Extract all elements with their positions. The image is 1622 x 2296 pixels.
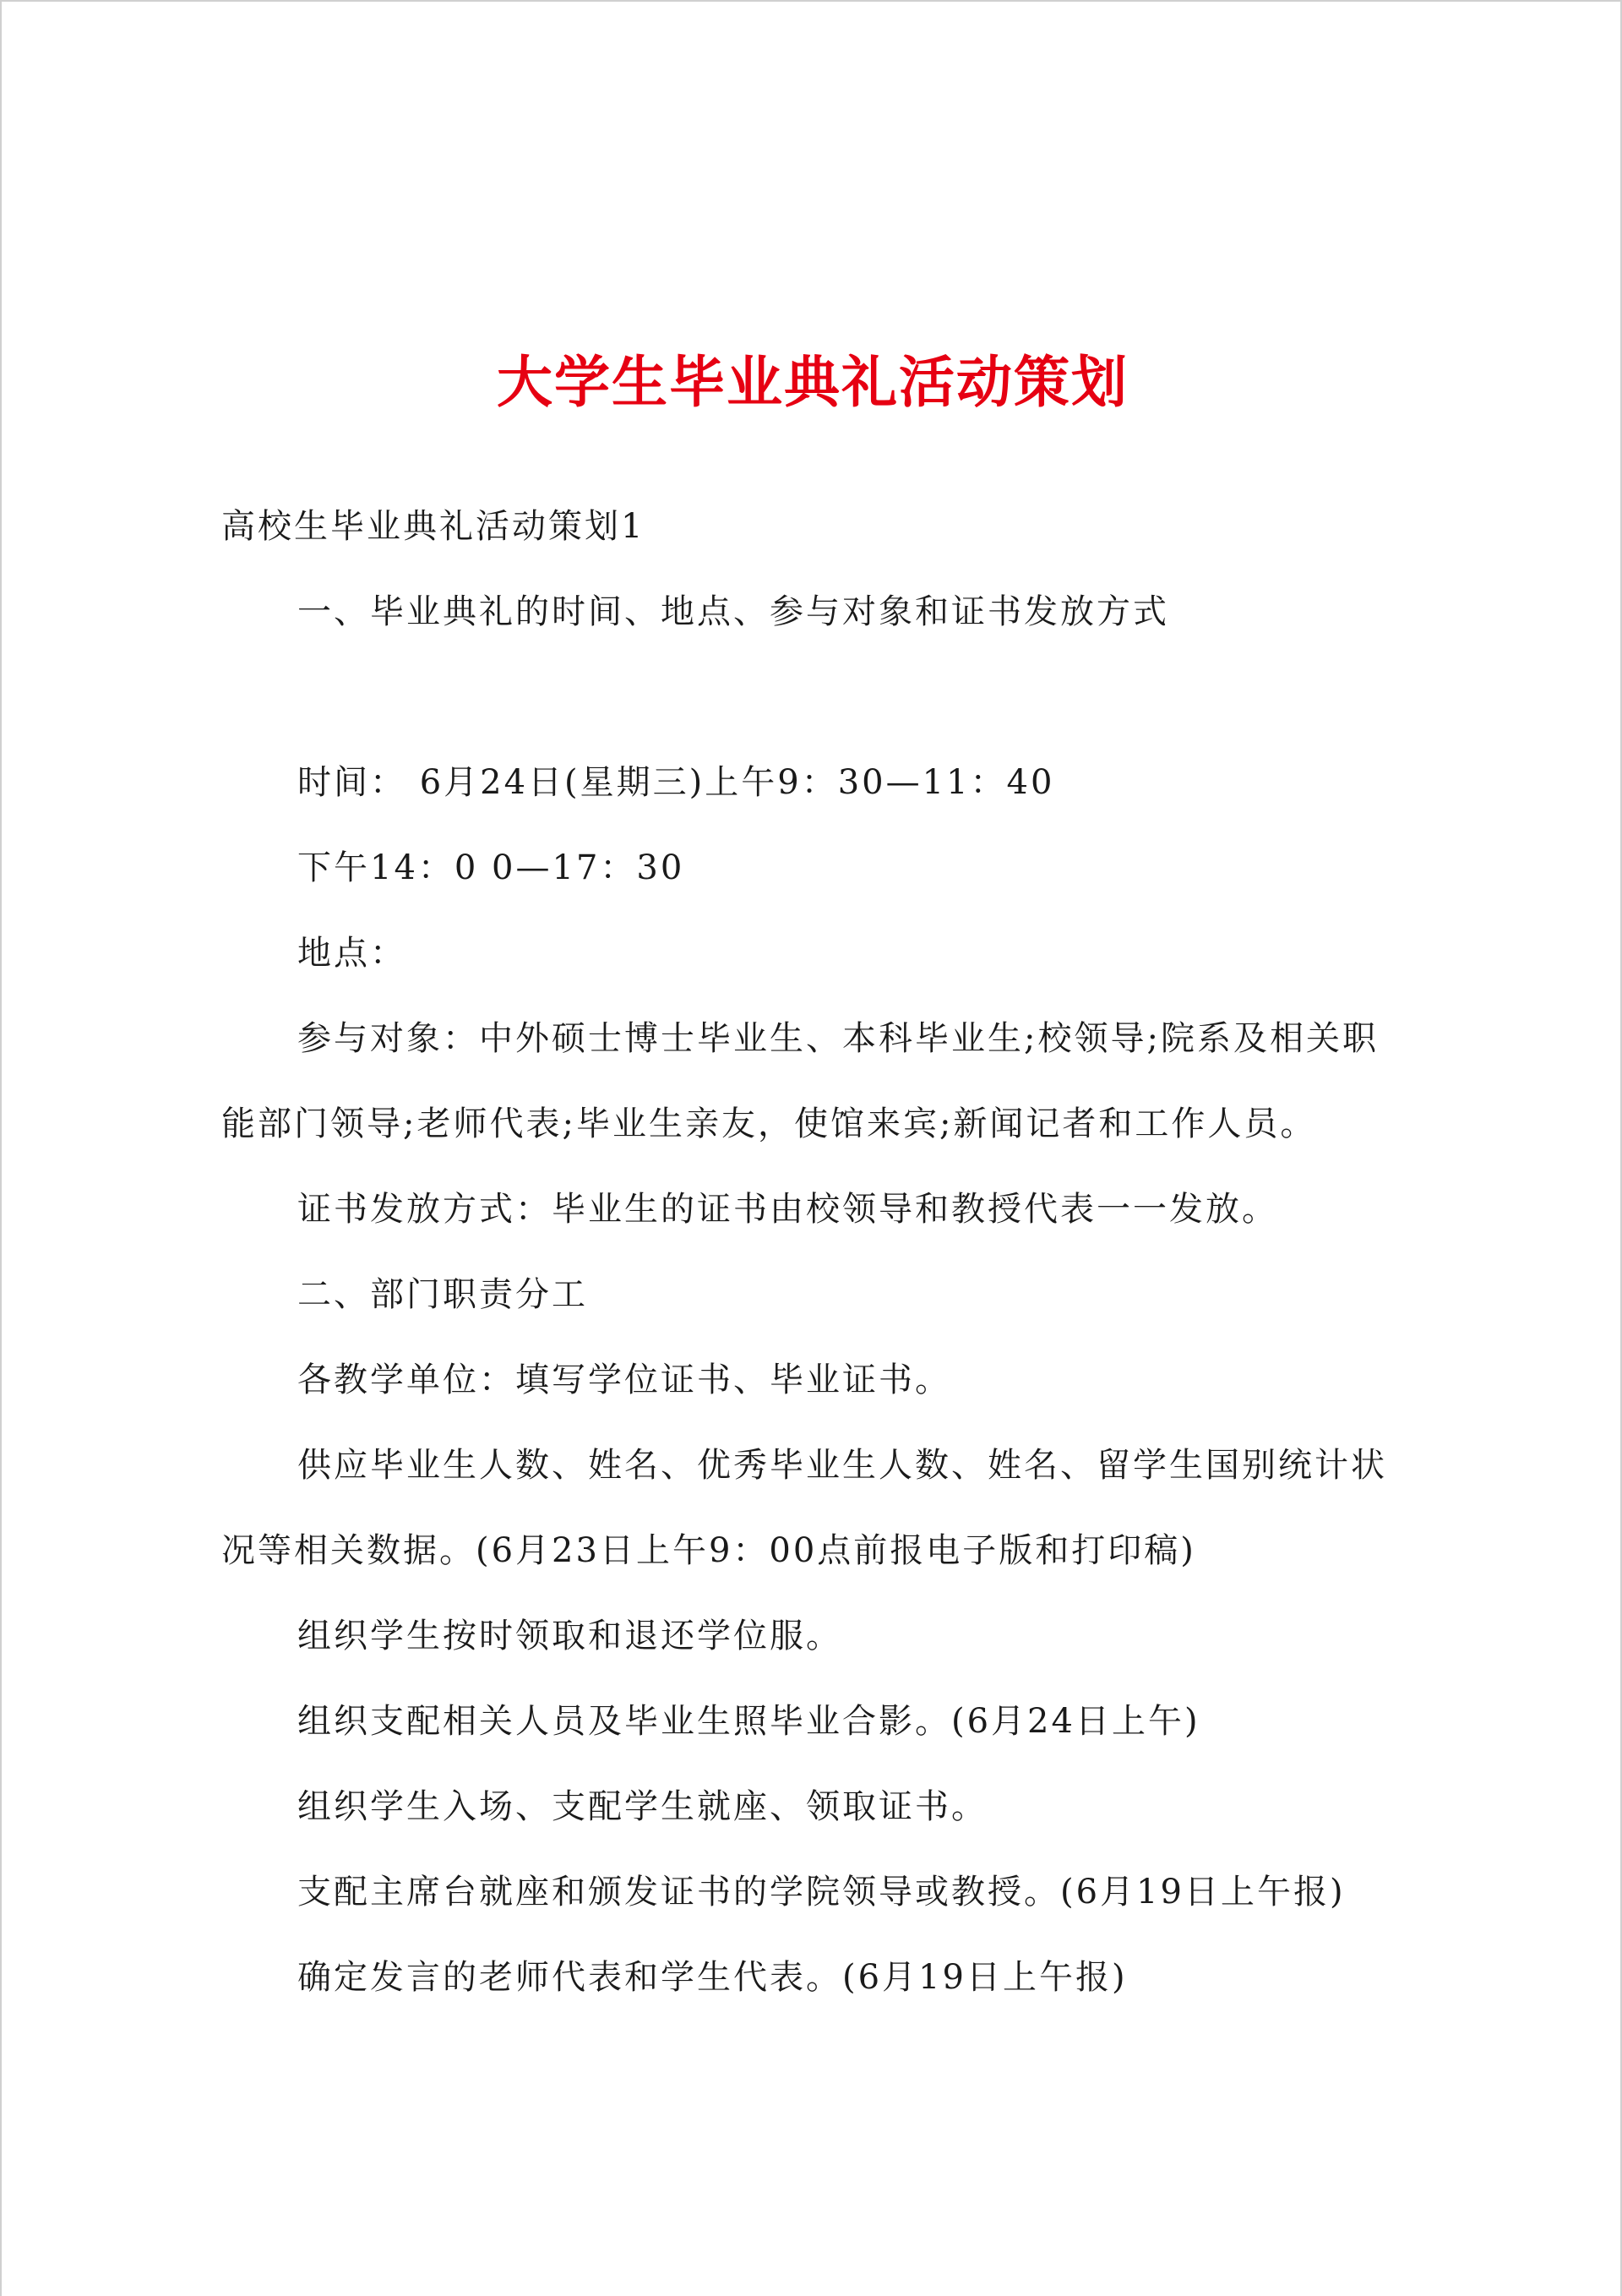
paragraph: 各教学单位：填写学位证书、毕业证书。	[297, 1361, 951, 1399]
paragraph: 确定发言的老师代表和学生代表。(6月19日上午报)	[297, 1958, 1128, 1997]
paragraph: 地点：	[297, 934, 406, 973]
paragraph: 证书发放方式：毕业生的证书由校领导和教授代表一一发放。	[297, 1190, 1278, 1229]
paragraph: 组织支配相关人员及毕业生照毕业合影。(6月24日上午)	[297, 1702, 1200, 1741]
paragraph: 一、毕业典礼的时间、地点、参与对象和证书发放方式	[297, 592, 1169, 631]
paragraph-continuation: 能部门领导;老师代表;毕业生亲友，使馆来宾;新闻记者和工作人员。	[221, 1104, 1317, 1143]
paragraph-continuation: 况等相关数据。(6月23日上午9：00点前报电子版和打印稿)	[221, 1531, 1196, 1570]
paragraph: 支配主席台就座和颁发证书的学院领导或教授。(6月19日上午报)	[297, 1873, 1346, 1912]
paragraph: 组织学生按时领取和退还学位服。	[297, 1617, 842, 1655]
paragraph: 参与对象：中外硕士博士毕业生、本科毕业生;校领导;院系及相关职	[297, 1019, 1379, 1058]
blank-line	[221, 661, 1429, 746]
document-title: 大学生毕业典礼活动策划	[497, 349, 1129, 415]
paragraph: 下午14：0 0—17：30	[297, 848, 685, 887]
paragraph: 组织学生入场、支配学生就座、领取证书。	[297, 1787, 988, 1826]
paragraph: 高校生毕业典礼活动策划1	[221, 507, 645, 546]
paragraph: 时间： 6月24日(星期三)上午9：30—11：40	[297, 763, 1055, 802]
document-body	[221, 490, 1429, 2026]
section-heading: 二、部门职责分工	[297, 1275, 588, 1314]
paragraph: 供应毕业生人数、姓名、优秀毕业生人数、姓名、留学生国别统计状	[297, 1446, 1387, 1485]
